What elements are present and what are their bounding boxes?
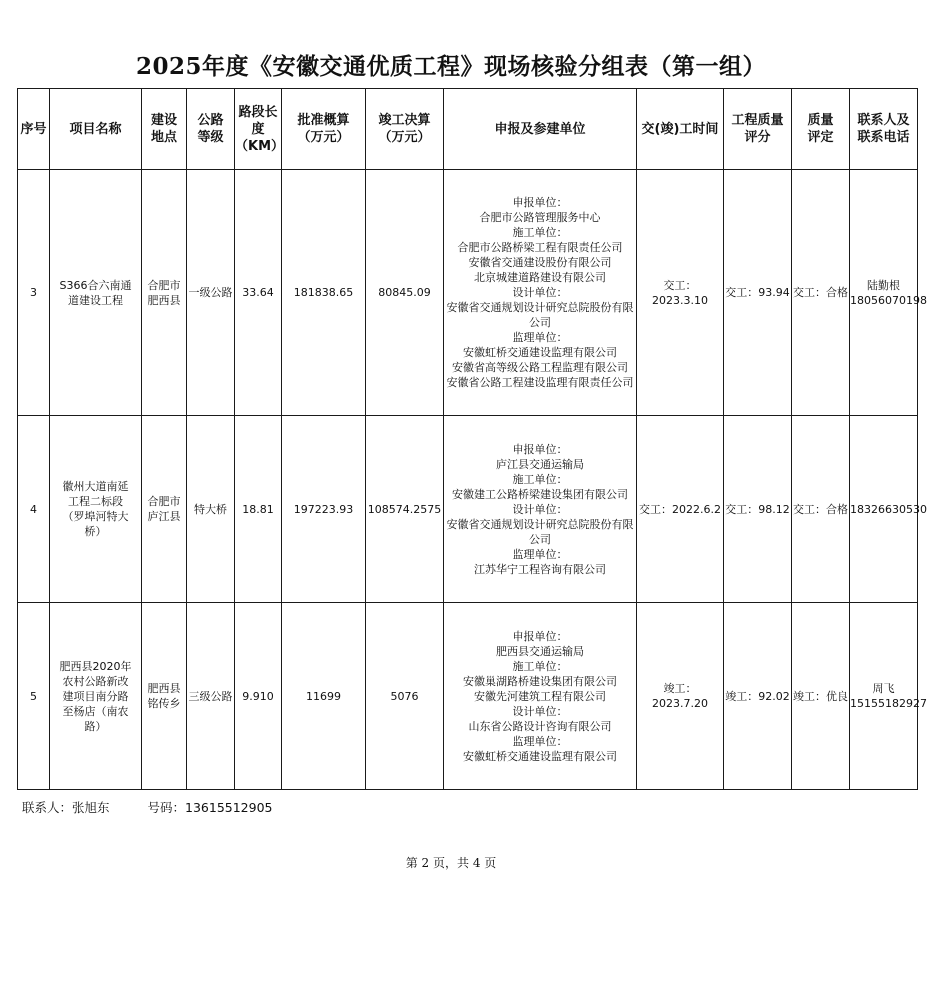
contact — [850, 416, 927, 603]
column-header — [366, 89, 444, 170]
column-header-text: 联系人及 — [857, 113, 910, 128]
road-grade: 一级公路 — [187, 170, 235, 416]
column-header-text: 竣工决算 — [378, 113, 431, 128]
column-header-text: 评分 — [744, 130, 771, 145]
project-name-line: 桥） — [84, 525, 107, 538]
column-header — [282, 89, 366, 170]
column-header — [50, 89, 142, 170]
contact-line: 周飞 — [872, 682, 895, 695]
approved-budget: 11699 — [282, 603, 366, 790]
column-header-text: 度 — [251, 121, 265, 137]
location — [142, 170, 187, 416]
contact-line: 15155182927 — [850, 697, 927, 710]
column-header-text: 交(竣)工时间 — [641, 121, 719, 137]
participating-units-line: 申报单位： — [512, 196, 568, 209]
project-name-line: 至杨店（南农 — [62, 704, 129, 718]
participating-units-line: 安徽省交通规划设计研究总院股份有限公司 — [446, 517, 634, 546]
project-name — [50, 416, 142, 603]
location — [142, 416, 187, 603]
column-header — [142, 89, 187, 170]
completion-time: 交工：2022.6.2 — [637, 416, 724, 603]
completion-time: 竣工：2023.7.20 — [637, 603, 724, 790]
table-row — [18, 603, 918, 790]
road-grade: 特大桥 — [187, 416, 235, 603]
participating-units-line: 庐江县交通运输局 — [496, 457, 584, 471]
project-name-line: 工程二标段 — [68, 495, 123, 508]
participating-units-line: 施工单位： — [512, 226, 568, 239]
participating-units — [444, 170, 637, 416]
location-line: 庐江县 — [147, 510, 181, 523]
participating-units-line: 设计单位： — [512, 704, 568, 718]
participating-units-line: 申报单位： — [512, 629, 568, 643]
participating-units-line: 合肥市公路管理服务中心 — [479, 211, 601, 224]
participating-units — [444, 416, 637, 603]
participating-units-line: 设计单位： — [512, 286, 568, 299]
project-name-line: 路） — [84, 719, 107, 733]
column-header-text: 公路 — [197, 113, 224, 128]
column-header — [637, 89, 724, 170]
column-header-text: 项目名称 — [69, 121, 122, 137]
location-line: 肥西县 — [147, 682, 181, 695]
project-name-line: S366合六南通 — [59, 278, 132, 292]
row-number: 3 — [18, 170, 50, 416]
row-number: 5 — [18, 603, 50, 790]
participating-units-line: 肥西县交通运输局 — [496, 644, 584, 658]
column-header-text: （万元） — [378, 130, 431, 145]
section-length: 18.81 — [235, 416, 282, 603]
participating-units-line: 安徽省公路工程建设监理有限责任公司 — [446, 376, 634, 389]
quality-rating: 交工：合格 — [792, 170, 850, 416]
column-header-text: 批准概算 — [297, 113, 350, 128]
project-name-line: （罗埠河特大 — [62, 510, 129, 523]
final-account: 5076 — [366, 603, 444, 790]
column-header — [444, 89, 637, 170]
quality-rating: 竣工：优良 — [792, 603, 850, 790]
participating-units-line: 施工单位： — [512, 472, 568, 486]
participating-units-line: 安徽建工公路桥梁建设集团有限公司 — [452, 487, 628, 501]
participating-units — [444, 603, 637, 790]
footer-phone: 号码：13615512905 — [147, 800, 273, 815]
participating-units-line: 安徽虹桥交通建设监理有限公司 — [463, 749, 617, 763]
column-header — [792, 89, 850, 170]
contact-line: 18326630530 — [850, 502, 927, 516]
participating-units-line: 北京城建道路建设有限公司 — [474, 271, 606, 284]
project-name-line: 建项目南分路 — [62, 689, 129, 703]
section-length: 33.64 — [235, 170, 282, 416]
column-header — [850, 89, 918, 170]
column-header — [187, 89, 235, 170]
quality-score: 交工：93.94 — [724, 170, 792, 416]
column-header-text: （万元） — [297, 130, 350, 145]
participating-units-line: 安徽省交通规划设计研究总院股份有限公司 — [446, 301, 634, 329]
column-header-text: 工程质量 — [731, 113, 784, 128]
project-name-line: 农村公路新改 — [62, 674, 129, 688]
participating-units-line: 安徽先河建筑工程有限公司 — [474, 689, 606, 703]
participating-units-line: 申报单位： — [512, 442, 568, 456]
row-number: 4 — [18, 416, 50, 603]
column-header-text: 路段长 — [238, 104, 278, 120]
column-header-text: （KM） — [235, 138, 285, 154]
document-title: 2025年度《安徽交通优质工程》现场核验分组表（第一组） — [135, 53, 766, 80]
page-number: 第 2 页，共 4 页 — [405, 856, 497, 870]
project-name — [50, 170, 142, 416]
approved-budget: 181838.65 — [282, 170, 366, 416]
column-header-text: 建设 — [150, 113, 177, 128]
column-header — [18, 89, 50, 170]
approved-budget: 197223.93 — [282, 416, 366, 603]
participating-units-line: 安徽虹桥交通建设监理有限公司 — [463, 346, 617, 359]
participating-units-line: 设计单位： — [512, 502, 568, 516]
location-line: 合肥市 — [147, 278, 181, 292]
column-header-text: 质量 — [807, 113, 834, 128]
table-row — [18, 416, 918, 603]
completion-time: 交工：2023.3.10 — [637, 170, 724, 416]
column-header-text: 评定 — [807, 130, 834, 145]
contact — [850, 603, 927, 790]
footer-contact-person: 联系人：张旭东 — [22, 800, 110, 815]
column-header-text: 等级 — [197, 130, 224, 145]
road-grade: 三级公路 — [187, 603, 235, 790]
location-line: 肥西县 — [147, 293, 181, 307]
column-header-text: 联系电话 — [857, 130, 910, 145]
location-line: 铭传乡 — [147, 697, 181, 710]
participating-units-line: 安徽省高等级公路工程监理有限公司 — [452, 361, 628, 374]
participating-units-line: 合肥市公路桥梁工程有限责任公司 — [457, 241, 623, 254]
column-header — [235, 89, 285, 170]
column-header-text: 申报及参建单位 — [494, 121, 586, 137]
quality-score: 交工：98.12 — [724, 416, 792, 603]
quality-rating: 交工：合格 — [792, 416, 850, 603]
final-account: 108574.2575 — [366, 416, 444, 603]
project-name-line: 肥西县2020年 — [59, 659, 132, 673]
project-name — [50, 603, 142, 790]
location — [142, 603, 187, 790]
quality-score: 竣工：92.02 — [724, 603, 792, 790]
participating-units-line: 江苏华宁工程咨询有限公司 — [474, 562, 606, 576]
participating-units-line: 施工单位： — [512, 659, 568, 673]
contact — [850, 170, 927, 416]
table-row — [18, 170, 918, 416]
participating-units-line: 监理单位： — [512, 734, 568, 748]
footer-contact — [22, 798, 273, 816]
column-header — [724, 89, 792, 170]
column-header-text: 序号 — [20, 121, 47, 137]
participating-units-line: 山东省公路设计咨询有限公司 — [468, 719, 612, 733]
contact-line: 陆勤根 — [867, 278, 900, 292]
participating-units-line: 监理单位： — [512, 331, 568, 344]
participating-units-line: 监理单位： — [512, 547, 568, 561]
table-header-row — [18, 89, 918, 170]
project-name-line: 徽州大道南延 — [62, 480, 129, 493]
location-line: 合肥市 — [147, 495, 181, 508]
contact-line: 18056070198 — [850, 293, 927, 307]
participating-units-line: 安徽巢湖路桥建设集团有限公司 — [463, 674, 617, 688]
section-length: 9.910 — [235, 603, 282, 790]
verification-table — [17, 88, 927, 790]
final-account: 80845.09 — [366, 170, 444, 416]
participating-units-line: 安徽省交通建设股份有限公司 — [468, 256, 612, 269]
column-header-text: 地点 — [150, 130, 177, 145]
project-name-line: 道建设工程 — [68, 293, 123, 307]
